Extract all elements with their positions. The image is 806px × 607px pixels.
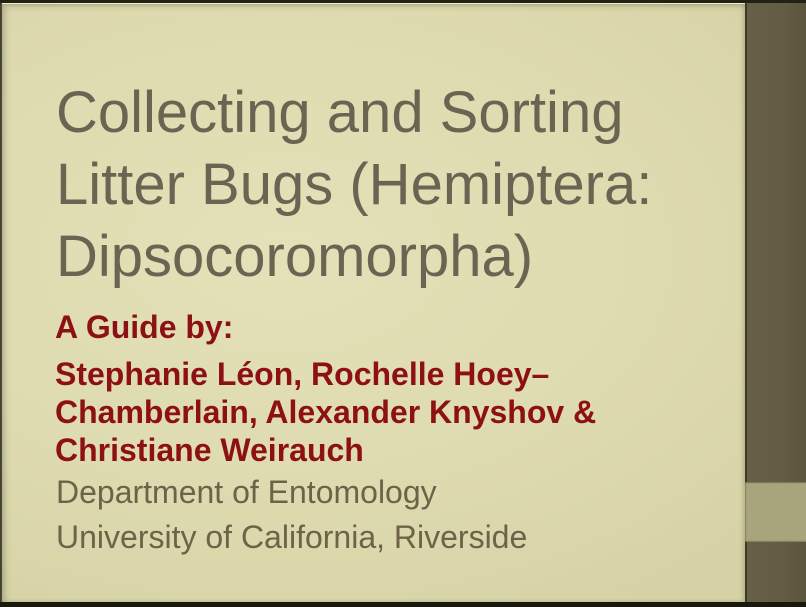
top-frame-strip	[0, 0, 806, 3]
author-line-2: Chamberlain, Alexander Knyshov &	[55, 394, 597, 430]
accent-band	[745, 3, 806, 602]
guide-byline: A Guide by:	[55, 309, 234, 345]
left-frame-strip	[0, 3, 2, 602]
slide-title-line-3: Dipsocoromorpha)	[56, 224, 534, 289]
slide-title	[56, 77, 716, 293]
accent-square	[745, 482, 806, 542]
department-line: Department of Entomology	[56, 474, 437, 510]
author-names	[55, 355, 695, 469]
slide-title-line-2: Litter Bugs (Hemiptera:	[56, 152, 653, 217]
author-line-3: Christiane Weirauch	[55, 432, 364, 468]
author-line-1: Stephanie Léon, Rochelle Hoey–	[55, 356, 550, 392]
slide-title-line-1: Collecting and Sorting	[56, 80, 624, 145]
university-line: University of California, Riverside	[56, 519, 528, 555]
bottom-frame-strip	[0, 602, 806, 607]
